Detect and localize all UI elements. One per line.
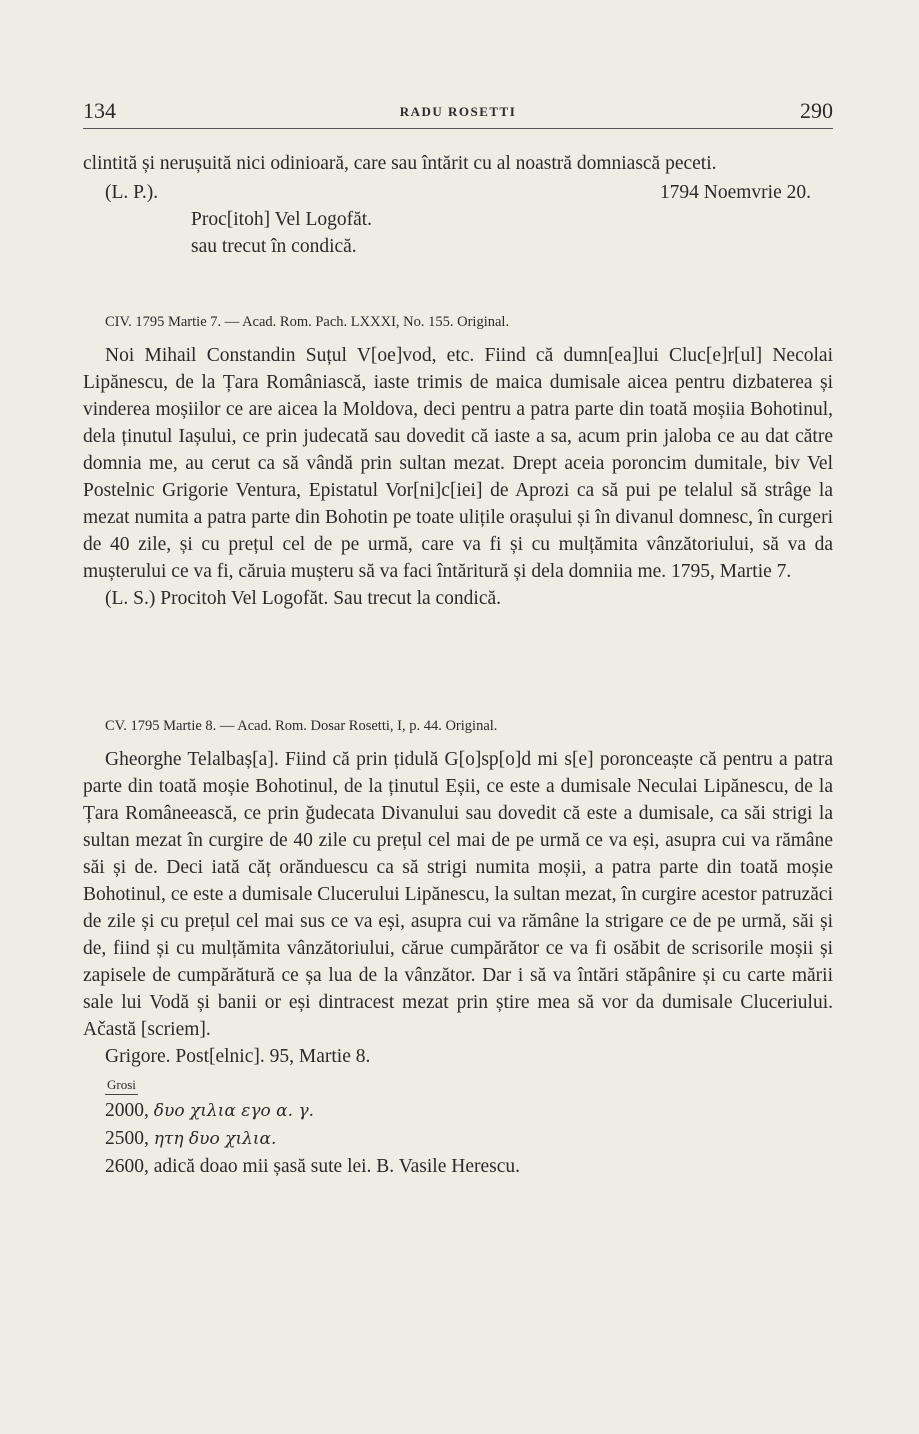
amount-entry (83, 1125, 833, 1153)
page-header (83, 98, 833, 129)
amount-number: 2000, (105, 1100, 149, 1121)
amount-words: ητη δυο χιλια. (153, 1129, 277, 1149)
amount-number: 2500, (105, 1128, 149, 1149)
previous-document-ending: clintită și nerușuită nici odinioară, care sau întărit cu al noastră domniască peceti. (83, 153, 717, 174)
amount-words: adică doao mii șasă sute lei. B. Vasile Herescu. (153, 1156, 520, 1177)
page-number-left: 134 (83, 98, 116, 123)
document-date: 1794 Noemvrie 20. (659, 182, 811, 203)
document-body: Noi Mihail Constandin Suțul V[oe]vod, etc. Fiind că dumn[ea]lui Cluc[e]r[ul] Necolai Lipănescu, de la Țara Româniască, iaste trimis de maica dumisale aicea pentru dizbaterea și vinderea moșiilor ce are aicea la Moldova, deci pentru a patra parte din toată moșiia Bohotinul, dela ținutul Iașului, ce prin judecată sau dovedit că iaste a sa, acum prin jaloba ce au dat către domnia me, au cerut ca să vândă prin sultan mezat. Drept aceia poroncim dumitale, biv Vel Postelnic Grigorie Ventura, Epistatul Vor[ni]c[iei] de Aprozi ca să pui pe telalul să strâge la mezat numita a patra parte din Bohotin pe toate ulițile orașului și în divanul domnesc, în curgeri de 40 zile, și cu prețul cel de pe urmă, care va fi și cu mulțămita vânzătoriului, să va da mușterului ce va fi, căruia mușteru să va faci întăritură și dela domniia me. 1795, Martie 7. (83, 345, 833, 582)
document-civ (83, 312, 833, 612)
signature-line: Proc[itoh] Vel Logofăt. (191, 209, 373, 230)
running-title: RADU ROSETTI (399, 104, 517, 119)
amount-number: 2600, (105, 1156, 149, 1177)
amount-words: δυο χιλια εγο α. γ. (153, 1101, 315, 1121)
registry-note: sau trecut în condică. (191, 236, 357, 257)
amount-entry (83, 1097, 833, 1125)
document-closing: (L. S.) Procitoh Vel Logofăt. Sau trecut la condică. (105, 588, 502, 609)
document-cv (83, 716, 833, 1180)
block-previous-document (83, 150, 833, 260)
amount-entry (83, 1153, 833, 1180)
grosi-label: Grosi (105, 1076, 138, 1095)
document-signature: Grigore. Post[elnic]. 95, Martie 8. (105, 1046, 371, 1067)
document-heading: CIV. 1795 Martie 7. — Acad. Rom. Pach. LXXXI, No. 155. Original. (105, 314, 510, 330)
document-body: Gheorghe Telalbaș[a]. Fiind că prin țidulă G[o]sp[o]d mi s[e] poronceaște că pentru a patra parte din toată moșie Bohotinul, de la ținutul Eșii, ce este a dumisale Neculai Lipănescu, de la Țara Româneească, ce prin ğudecata Divanului sau dovedit că este a dumisale, ca săi strigi la sultan mezat în curgire de 40 zile cu prețul cel mai de pe urmă ce va eși, asupra cui va rămâne săi și de. Deci iată căț orănduescu ca să strigi numita moșii, a patra parte din toată moșie Bohotinul, ce este a dumisale Clucerului Lipănescu, la sultan mezat, în curgire acestor patruzăci de zile și cu prețul cel mai sus ce va eși, asupra cui va rămâne la strigare ce de pe urmă, săi și de, fiind și cu mulțămita vânzătoriului, cărue cumpărător ce va fi osăbit de scrisorile moșii și zapisele de cumpărătură ce șa lua de la vânzător. Dar i să va întări stăpânire și cu carte mării sale lui Vodă și banii or eși dintracest mezat prin știre mea să vor da dumisale Cluceriului. Ačastă [scriem]. (83, 749, 833, 1040)
document-heading: CV. 1795 Martie 8. — Acad. Rom. Dosar Rosetti, I, p. 44. Original. (105, 718, 498, 734)
seal-mark: (L. P.). (105, 182, 159, 203)
page-number-right: 290 (800, 98, 833, 123)
